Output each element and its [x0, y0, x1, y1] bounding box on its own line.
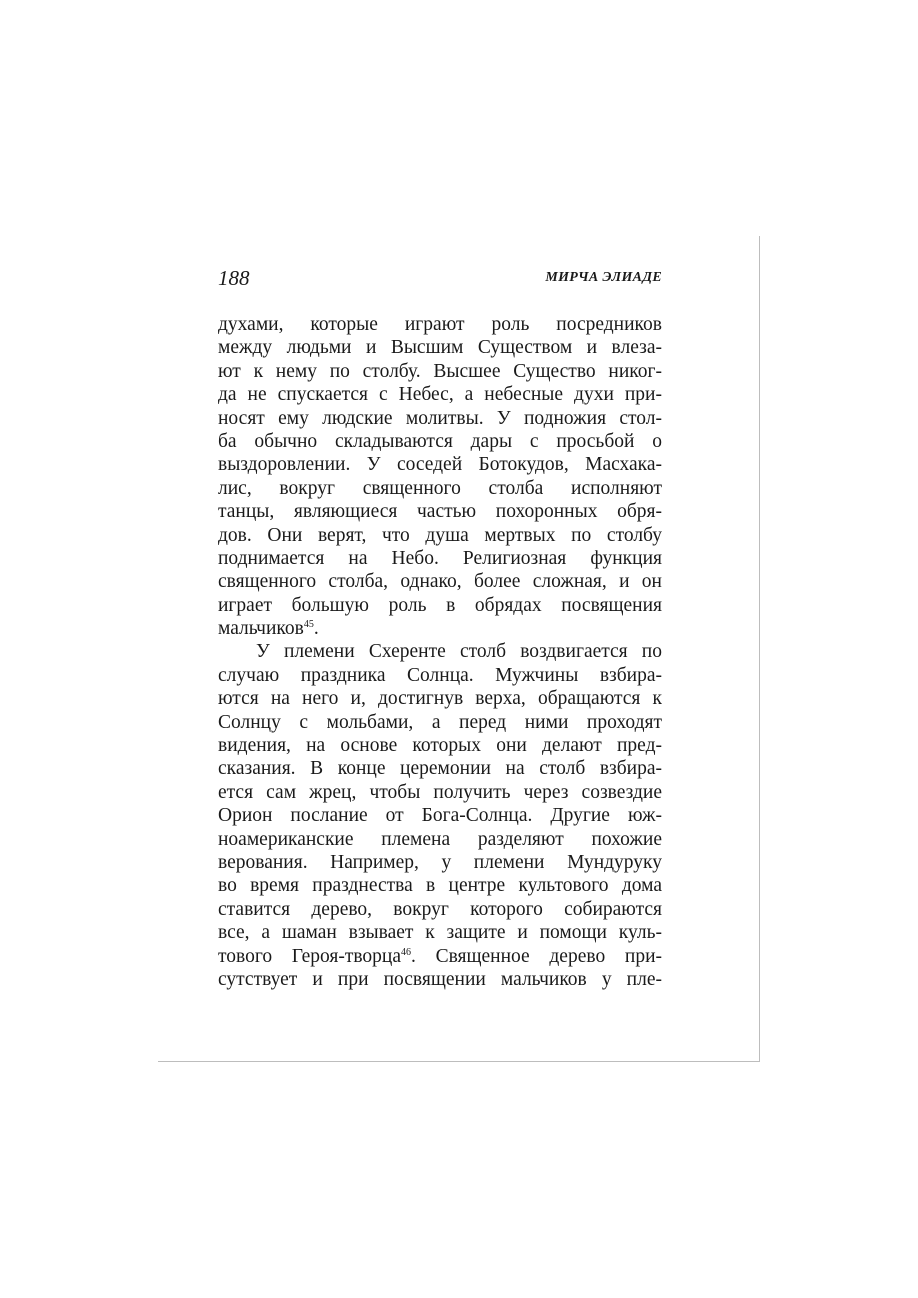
text-line: сутствует и при посвящении мальчиков у пле-	[218, 968, 662, 990]
text-line: Солнцу с мольбами, а перед ними проходят	[218, 711, 662, 733]
text-line: дов. Они верят, что душа мертвых по столбу	[218, 524, 662, 546]
author-running-head: МИРЧА ЭЛИАДЕ	[545, 270, 662, 285]
text-line: играет большую роль в обрядах посвящения	[218, 594, 662, 616]
text-line: носят ему людские молитвы. У подножия стол-	[218, 407, 662, 429]
text-line: во время празднества в центре культового дома	[218, 875, 662, 897]
text-line: выздоровлении. У соседей Ботокудов, Масхака-	[218, 454, 662, 476]
text-line: сказания. В конце церемонии на столб взбира-	[218, 758, 662, 780]
text-line: духами, которые играют роль посредников	[218, 314, 662, 335]
text-line: танцы, являющиеся частью похоронных обря-	[218, 501, 662, 523]
text-line: У племени Схеренте столб воздвигается по	[256, 641, 662, 663]
text-line: поднимается на Небо. Религиозная функция	[218, 547, 662, 569]
text-line: да не спускается с Небес, а небесные духи при-	[218, 384, 662, 406]
text-line: видения, на основе которых они делают пред-	[218, 735, 662, 757]
running-head	[218, 266, 662, 292]
page-edge-bottom	[158, 1061, 760, 1062]
line-text: . Священное дерево при-	[411, 945, 662, 967]
paragraph-1	[218, 313, 662, 640]
text-line: ноамериканские племена разделяют похожие	[218, 828, 662, 850]
text-line: ют к нему по столбу. Высшее Существо никог-	[218, 360, 662, 382]
text-line: священного столба, однако, более сложная, и он	[218, 571, 662, 593]
text-line	[218, 945, 662, 968]
text-line: верования. Например, у племени Мундуруку	[218, 851, 662, 873]
text-line: ется сам жрец, чтобы получить через созвездие	[218, 781, 662, 803]
text-line: ба обычно складываются дары с просьбой о	[218, 430, 662, 452]
footnote-marker-45[interactable]: 45	[303, 619, 314, 631]
line-text: мальчиков	[218, 618, 304, 640]
text-line: все, а шаман взывает к защите и помощи куль-	[218, 922, 662, 944]
text-line: ются на него и, достигнув верха, обращаются к	[218, 688, 662, 710]
text-line: лис, вокруг священного столба исполняют	[218, 477, 662, 499]
text-line: Орион послание от Бога-Солнца. Другие юж-	[218, 805, 662, 827]
page-number: 188	[218, 266, 250, 290]
text-line: между людьми и Высшим Существом и влеза-	[218, 337, 662, 359]
line-text: .	[313, 618, 319, 640]
text-line: ставится дерево, вокруг которого собираются	[218, 898, 662, 920]
text-line	[218, 617, 662, 640]
page-edge-right	[759, 236, 760, 1062]
text-line: случаю праздника Солнца. Мужчины взбира-	[218, 664, 662, 686]
line-text: тового Героя-творца	[218, 945, 402, 967]
body-text	[218, 313, 662, 991]
paragraph-2	[218, 640, 662, 991]
footnote-marker-46[interactable]: 46	[401, 946, 412, 958]
